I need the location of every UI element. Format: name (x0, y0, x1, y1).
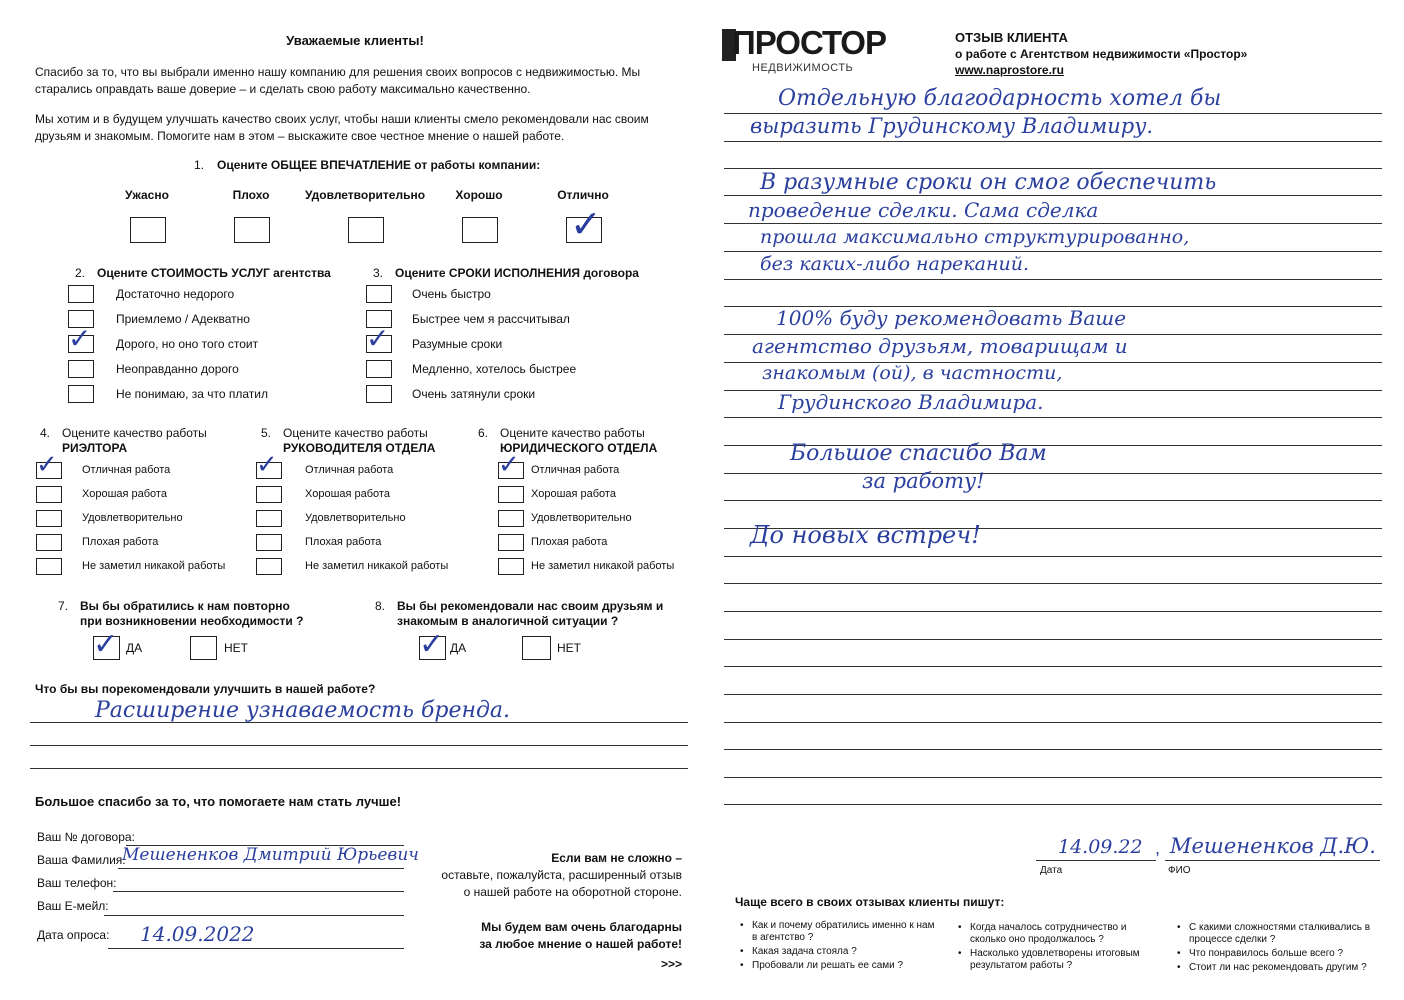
surname-field-line[interactable] (118, 868, 404, 869)
handwritten-line[interactable]: без каких-либо нареканий. (760, 253, 1029, 275)
review-ruled-line (724, 804, 1382, 805)
q7-label-2: при возникновении необходимости ? (80, 614, 304, 628)
q4-list-checkmark: ✓ (36, 450, 58, 480)
q2-list-option: Достаточно недорого (116, 287, 235, 301)
cta-line-1: оставьте, пожалуйста, расширенный отзыв (441, 868, 682, 882)
q3-number: 3. (373, 266, 384, 280)
q3-list-checkbox[interactable] (366, 360, 392, 378)
q7-label-1: Вы бы обратились к нам повторно (80, 599, 290, 613)
sign-date[interactable]: 14.09.22 (1058, 836, 1143, 858)
q6-list-option: Хорошая работа (531, 488, 616, 500)
q1-option-checkbox[interactable] (234, 217, 270, 243)
improve-line-2 (30, 745, 688, 746)
q1-option-checkbox[interactable] (130, 217, 166, 243)
intro-paragraph-1: Спасибо за то, что вы выбрали именно нашу компанию для решения своих вопросов с недвижимостью. Мы старались оправдать ваше доверие – и сделать свою работу максимально качественно. (35, 65, 641, 96)
q5-list-checkbox[interactable] (256, 510, 282, 527)
q2-list-checkbox[interactable] (68, 360, 94, 378)
q2-list-option: Не понимаю, за что платил (116, 387, 269, 401)
tip-item: • Как и почему обратились именно к нам в агентство ? (752, 920, 942, 944)
q6-list-checkbox[interactable] (498, 486, 524, 503)
sign-date-label: Дата (1040, 865, 1063, 876)
q1-checkmark: ✓ (570, 202, 602, 246)
q6-label-2: ЮРИДИЧЕСКОГО ОТДЕЛА (500, 441, 658, 455)
intro-paragraph-2: Мы хотим и в будущем улучшать качество своих услуг, чтобы наши клиенты смело рекомендовали нас своим друзьям и знакомым. Помогите нам в этом – выскажите свое честное мнение о нашей работе. (35, 112, 649, 143)
q5-list-checkmark: ✓ (256, 450, 278, 480)
q4-list-option: Хорошая работа (82, 488, 167, 500)
sign-name-label: ФИО (1168, 865, 1191, 876)
page-title: Уважаемые клиенты! (286, 33, 424, 48)
q5-list-option: Удовлетворительно (305, 512, 406, 524)
arrows: >>> (660, 957, 682, 971)
q1-number: 1. (194, 158, 205, 172)
q8-no-checkbox[interactable] (522, 636, 551, 660)
handwritten-line[interactable]: агентство друзьям, товарищам и (752, 334, 1128, 358)
review-ruled-line (724, 694, 1382, 695)
handwritten-line[interactable]: В разумные сроки он смог обеспечить (760, 170, 1217, 195)
q6-list-option: Плохая работа (531, 536, 608, 548)
header-title: ОТЗЫВ КЛИЕНТА (955, 30, 1068, 45)
q1-option-label: Ужасно (125, 188, 169, 202)
q4-list-option: Не заметил никакой работы (82, 560, 226, 572)
sign-name-line (1165, 860, 1380, 861)
review-ruled-line (724, 749, 1382, 750)
q2-label: Оцените СТОИМОСТЬ УСЛУГ агентства (97, 266, 331, 280)
handwritten-line[interactable]: проведение сделки. Сама сделка (748, 198, 1099, 222)
q1-option-checkbox[interactable] (348, 217, 384, 243)
handwritten-line[interactable]: Отдельную благодарность хотел бы (778, 86, 1222, 111)
tip-item: • С какими сложностями сталкивались в процессе сделки ? (1189, 922, 1379, 946)
date-value[interactable]: 14.09.2022 (140, 922, 255, 946)
q6-list-checkbox[interactable] (498, 558, 524, 575)
q6-number: 6. (478, 426, 489, 440)
handwritten-line[interactable]: выразить Грудинскому Владимиру. (750, 114, 1154, 138)
tip-item: • Когда началось сотрудничество и сколько оно продолжалось ? (970, 922, 1160, 946)
surname-value[interactable]: Мешененков Дмитрий Юрьевич (122, 845, 419, 865)
q8-label-1: Вы бы рекомендовали нас своим друзьям и (397, 599, 664, 613)
review-ruled-line (724, 611, 1382, 612)
cta-title: Если вам не сложно – (551, 851, 682, 865)
header-subtitle: о работе с Агентством недвижимости «Простор» (955, 47, 1248, 61)
q8-label-2: знакомым в аналогичной ситуации ? (397, 614, 619, 628)
q6-list-checkmark: ✓ (498, 450, 520, 480)
q7-no-label: НЕТ (224, 641, 248, 655)
email-label: Ваш Е-мейл: (37, 899, 109, 913)
review-ruled-line (724, 777, 1382, 778)
q4-list-checkbox[interactable] (36, 486, 62, 503)
q4-list-checkbox[interactable] (36, 558, 62, 575)
q4-list-option: Отличная работа (82, 464, 171, 476)
q2-list-option: Неоправданно дорого (116, 362, 239, 376)
q5-list-option: Хорошая работа (305, 488, 390, 500)
handwritten-line[interactable]: за работу! (862, 469, 985, 493)
contract-label: Ваш № договора: (37, 830, 135, 844)
q6-list-checkbox[interactable] (498, 510, 524, 527)
q3-list-option: Быстрее чем я рассчитывал (412, 312, 570, 326)
grateful-line-2: за любое мнение о нашей работе! (479, 937, 682, 951)
q3-list-checkbox[interactable] (366, 385, 392, 403)
thanks-text: Большое спасибо за то, что помогаете нам стать лучше! (35, 794, 402, 809)
q5-number: 5. (261, 426, 272, 440)
tip-item: • Пробовали ли решать ее сами ? (752, 960, 942, 972)
q5-list-checkbox[interactable] (256, 486, 282, 503)
email-field-line[interactable] (104, 915, 404, 916)
review-ruled-line (724, 583, 1382, 584)
q1-option-label: Отлично (557, 188, 609, 202)
handwritten-line[interactable]: прошла максимально структурированно, (760, 226, 1190, 248)
tip-item: • Насколько удовлетворены итоговым результатом работы ? (970, 948, 1160, 972)
tip-item: • Стоит ли нас рекомендовать другим ? (1189, 962, 1379, 974)
q5-list-option: Плохая работа (305, 536, 382, 548)
q4-list-option: Плохая работа (82, 536, 159, 548)
q3-label: Оцените СРОКИ ИСПОЛНЕНИЯ договора (395, 266, 639, 280)
q4-number: 4. (40, 426, 51, 440)
review-ruled-line (724, 251, 1382, 252)
q2-list-option: Дорого, но оно того стоит (116, 337, 259, 351)
q3-list-option: Очень быстро (412, 287, 491, 301)
improve-question: Что бы вы порекомендовали улучшить в нашей работе? (35, 682, 376, 696)
grateful-line-1: Мы будем вам очень благодарны (481, 920, 682, 934)
tip-item: • Какая задача стояла ? (752, 946, 942, 958)
date-field-line[interactable] (108, 948, 404, 949)
q3-list-checkmark: ✓ (366, 322, 390, 355)
q7-number: 7. (58, 599, 69, 613)
sign-name[interactable]: Мешененков Д.Ю. (1170, 834, 1376, 858)
phone-label: Ваш телефон: (37, 876, 117, 890)
q2-list-option: Приемлемо / Адекватно (116, 312, 250, 326)
sign-separator: , (1155, 838, 1161, 858)
q1-option-label: Удовлетворительно (304, 188, 426, 202)
q8-no-label: НЕТ (557, 641, 581, 655)
q3-list-option: Разумные сроки (412, 337, 503, 351)
review-ruled-line (724, 500, 1382, 501)
handwritten-line[interactable]: знакомым (ой), в частности, (762, 362, 1063, 384)
review-ruled-line (724, 141, 1382, 142)
date-label: Дата опроса: (37, 928, 110, 942)
q7-no-checkbox[interactable] (190, 636, 217, 660)
q3-list-option: Очень затянули сроки (412, 387, 536, 401)
header-url[interactable]: www.naprostore.ru (955, 63, 1064, 77)
tip-item: • Что понравилось больше всего ? (1189, 948, 1379, 960)
q2-list-checkbox[interactable] (68, 285, 94, 303)
q1-label: Оцените ОБЩЕЕ ВПЕЧАТЛЕНИЕ от работы компании: (217, 158, 541, 172)
q8-yes-label: ДА (450, 641, 467, 655)
review-ruled-line (724, 556, 1382, 557)
q4-list-checkbox[interactable] (36, 534, 62, 551)
sign-date-line (1036, 860, 1156, 861)
q2-number: 2. (75, 266, 86, 280)
q5-list-checkbox[interactable] (256, 534, 282, 551)
q5-label-2: РУКОВОДИТЕЛЯ ОТДЕЛА (283, 441, 436, 455)
q6-list-option: Отличная работа (531, 464, 620, 476)
surname-label: Ваша Фамилия: (37, 853, 126, 867)
q7-yes-checkmark: ✓ (93, 627, 119, 662)
q3-list-checkbox[interactable] (366, 285, 392, 303)
q5-list-checkbox[interactable] (256, 558, 282, 575)
improve-line-3 (30, 768, 688, 769)
q6-list-checkbox[interactable] (498, 534, 524, 551)
q5-list-option: Не заметил никакой работы (305, 560, 449, 572)
review-ruled-line (724, 168, 1382, 169)
review-ruled-line (724, 417, 1382, 418)
q6-label-1: Оцените качество работы (500, 426, 645, 440)
q1-option-checkbox[interactable] (462, 217, 498, 243)
review-ruled-line (724, 639, 1382, 640)
q4-list-option: Удовлетворительно (82, 512, 183, 524)
q1-option-label: Плохо (232, 188, 270, 202)
q8-number: 8. (375, 599, 386, 613)
logo-sub: НЕДВИЖИМОСТЬ (752, 62, 854, 74)
q2-list-checkbox[interactable] (68, 385, 94, 403)
cta-line-2: о нашей работе на оборотной стороне. (463, 885, 682, 899)
q4-label-2: РИЭЛТОРА (62, 441, 128, 455)
q4-list-checkbox[interactable] (36, 510, 62, 527)
tips-title: Чаще всего в своих отзывах клиенты пишут: (735, 895, 1005, 909)
q5-label-1: Оцените качество работы (283, 426, 428, 440)
review-ruled-line (724, 473, 1382, 474)
q8-yes-checkmark: ✓ (419, 627, 445, 662)
handwritten-line[interactable]: Большое спасибо Вам (790, 441, 1047, 466)
q7-yes-label: ДА (126, 641, 143, 655)
q1-option-label: Хорошо (455, 188, 503, 202)
q4-label-1: Оцените качество работы (62, 426, 207, 440)
q6-list-option: Удовлетворительно (531, 512, 632, 524)
review-ruled-line (724, 195, 1382, 196)
review-ruled-line (724, 666, 1382, 667)
review-ruled-line (724, 722, 1382, 723)
handwritten-line[interactable]: 100% буду рекомендовать Ваше (776, 306, 1127, 330)
review-ruled-line (724, 223, 1382, 224)
review-ruled-line (724, 279, 1382, 280)
handwritten-line[interactable]: Грудинского Владимира. (778, 390, 1044, 414)
q5-list-option: Отличная работа (305, 464, 394, 476)
q6-list-option: Не заметил никакой работы (531, 560, 675, 572)
handwritten-line[interactable]: До новых встреч! (750, 521, 981, 549)
logo-main: ПРОСТОР (732, 24, 886, 61)
improve-answer[interactable]: Расширение узнаваемость бренда. (95, 698, 511, 723)
phone-field-line[interactable] (113, 891, 404, 892)
q2-list-checkmark: ✓ (68, 322, 92, 355)
q3-list-option: Медленно, хотелось быстрее (412, 362, 577, 376)
